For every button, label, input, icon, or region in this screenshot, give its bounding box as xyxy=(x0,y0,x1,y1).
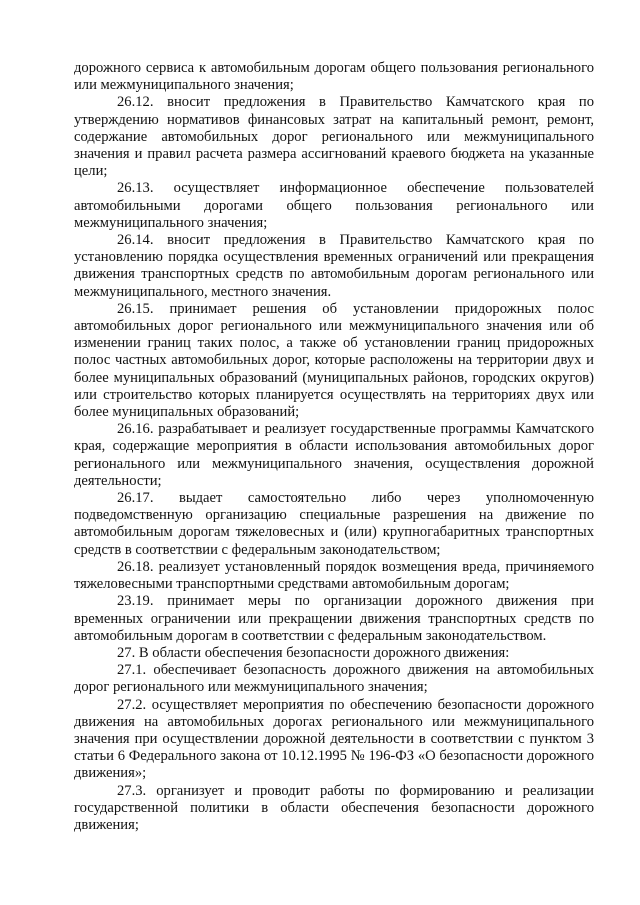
paragraph-27-2: 27.2. осуществляет мероприятия по обеспечению безопасности дорожного движения на автомобильных дорогах регионального или межмуниципального значения при осуществлении дорожной деятельности в соответствии с пунктом 3 статьи 6 Федерального закона от 10.12.1995 № 196-ФЗ «О безопасности дорожного движения»; xyxy=(74,696,594,782)
document-page xyxy=(74,60,594,834)
paragraph-26-12: 26.12. вносит предложения в Правительство Камчатского края по утверждению нормативов финансовых затрат на капитальный ремонт, ремонт, содержание автомобильных дорог регионального или межмуниципального значения и правил расчета размера ассигнований краевого бюджета на указанные цели; xyxy=(74,94,594,180)
paragraph-26-17: 26.17. выдает самостоятельно либо через уполномоченную подведомственную организацию специальные разрешения на движение по автомобильным дорогам тяжеловесных и (или) крупногабаритных транспортных средств в соответствии с федеральным законодательством; xyxy=(74,490,594,558)
paragraph-26-15: 26.15. принимает решения об установлении придорожных полос автомобильных дорог регионального или межмуниципального значения или об изменении границ таких полос, а также об установлении границ придорожных полос частных автомобильных дорог, которые расположены на территории двух и более муниципальных образований (муниципальных районов, городских округов) или строительство которых планируется осуществлять на территориях двух или более муниципальных образований; xyxy=(74,300,594,421)
paragraph-26-18: 26.18. реализует установленный порядок возмещения вреда, причиняемого тяжеловесными транспортными средствами автомобильным дорогам; xyxy=(74,558,594,593)
paragraph-continuation: дорожного сервиса к автомобильным дорогам общего пользования регионального или межмуниципального значения; xyxy=(74,60,594,94)
paragraph-26-16: 26.16. разрабатывает и реализует государственные программы Камчатского края, содержащие мероприятия в области использования автомобильных дорог регионального или межмуниципального значения, осуществления дорожной деятельности; xyxy=(74,421,594,489)
section-heading-27: 27. В области обеспечения безопасности дорожного движения: xyxy=(117,644,510,661)
paragraph-27-1: 27.1. обеспечивает безопасность дорожного движения на автомобильных дорог регионального или межмуниципального значения; xyxy=(74,662,594,696)
paragraph-26-14: 26.14. вносит предложения в Правительство Камчатского края по установлению порядка осуществления временных ограничений или прекращения движения транспортных средств по автомобильным дорогам регионального или межмуниципального, местного значения. xyxy=(74,232,594,300)
paragraph-27-3: 27.3. организует и проводит работы по формированию и реализации государственной политики в области обеспечения безопасности дорожного движения; xyxy=(74,782,594,833)
paragraph-26-13: 26.13. осуществляет информационное обеспечение пользователей автомобильными дорогами общего пользования регионального или межмуниципального значения; xyxy=(74,180,594,231)
paragraph-23-19: 23.19. принимает меры по организации дорожного движения при временных ограничении или прекращении движения транспортных средств по автомобильным дорогам в соответствии с федеральным законодательством. xyxy=(74,593,594,644)
